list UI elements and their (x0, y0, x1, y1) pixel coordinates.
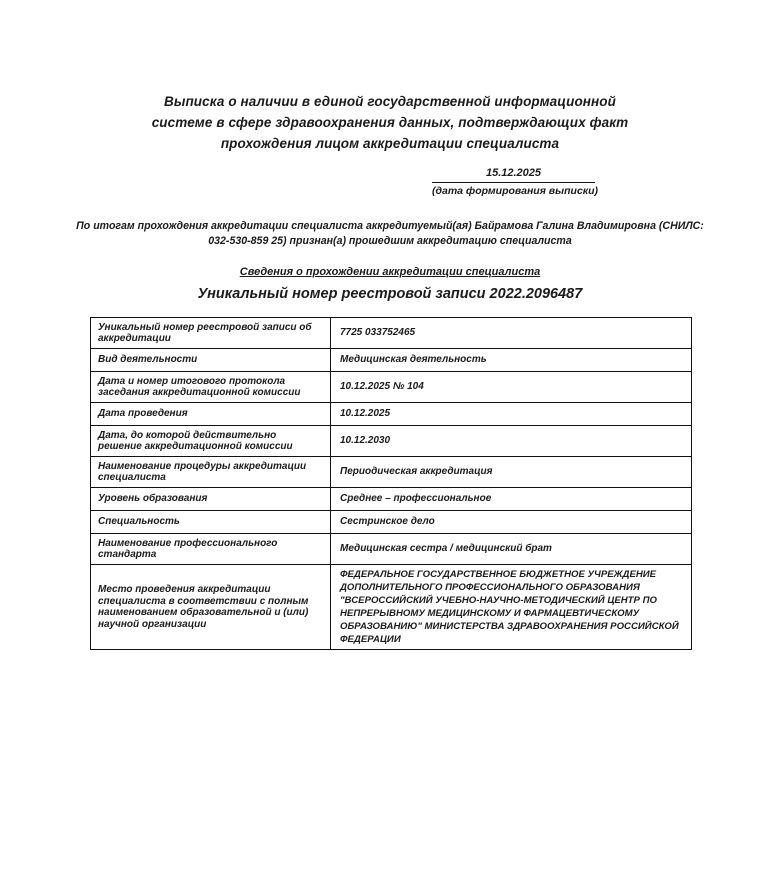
row-label: Дата и номер итогового протокола заседания аккредитационной комиссии (91, 372, 331, 403)
extract-date-block (432, 167, 599, 197)
row-label: Наименование профессионального стандарта (91, 534, 331, 565)
intro-paragraph-line-2: 032-530-859 25) признан(а) прошедшим аккредитацию специалиста (208, 234, 572, 247)
intro-paragraph-line-1: По итогам прохождения аккредитации специалиста аккредитуемый(ая) Байрамова Галина Владимировна (СНИЛС: (76, 220, 704, 232)
table-row (91, 488, 692, 511)
row-label: Вид деятельности (91, 349, 331, 372)
row-value: 7725 033752465 (331, 318, 692, 349)
row-value: Медицинская сестра / медицинский брат (331, 534, 692, 565)
section-heading: Сведения о прохождении аккредитации специалиста (239, 266, 541, 278)
row-value: Среднее – профессиональное (331, 488, 692, 511)
registry-number-heading: Уникальный номер реестровой записи 2022.2096487 (197, 286, 583, 302)
row-label: Дата, до которой действительно решение аккредитационной комиссии (91, 426, 331, 457)
table-row (91, 511, 692, 534)
extract-date: 15.12.2025 (432, 167, 595, 183)
row-value: 10.12.2025 (331, 403, 692, 426)
table-row (91, 403, 692, 426)
document-title-line-2: системе в сфере здравоохранения данных, подтверждающих факт (151, 115, 629, 130)
row-value: 10.12.2025 № 104 (331, 372, 692, 403)
intro-paragraph (35, 219, 745, 248)
table-row (91, 426, 692, 457)
document-title (0, 91, 780, 154)
accreditation-table (90, 317, 692, 650)
table-row (91, 349, 692, 372)
extract-date-caption: (дата формирования выписки) (432, 185, 599, 197)
table-row (91, 534, 692, 565)
row-label: Уникальный номер реестровой записи об аккредитации (91, 318, 331, 349)
row-value: Сестринское дело (331, 511, 692, 534)
row-label: Дата проведения (91, 403, 331, 426)
table-row (91, 457, 692, 488)
row-value: Медицинская деятельность (331, 349, 692, 372)
row-value: ФЕДЕРАЛЬНОЕ ГОСУДАРСТВЕННОЕ БЮДЖЕТНОЕ УЧРЕЖДЕНИЕ ДОПОЛНИТЕЛЬНОГО ПРОФЕССИОНАЛЬНОГО ОБРАЗОВАНИЯ "ВСЕРОССИЙСКИЙ УЧЕБНО-НАУЧНО-МЕТОДИЧЕСКИЙ ЦЕНТР ПО НЕПРЕРЫВНОМУ МЕДИЦИНСКОМУ И ФАРМАЦЕВТИЧЕСКОМУ ОБРАЗОВАНИЮ" МИНИСТЕРСТВА ЗДРАВООХРАНЕНИЯ РОССИЙСКОЙ ФЕДЕРАЦИИ (331, 565, 692, 650)
row-label: Специальность (91, 511, 331, 534)
document-title-line-1: Выписка о наличии в единой государственной информационной (163, 94, 616, 109)
table-row (91, 565, 692, 650)
table-row (91, 318, 692, 349)
row-label: Уровень образования (91, 488, 331, 511)
row-value: 10.12.2030 (331, 426, 692, 457)
row-label: Место проведения аккредитации специалиста в соответствии с полным наименованием образовательной и (или) научной организации (91, 565, 331, 650)
row-value: Периодическая аккредитация (331, 457, 692, 488)
row-label: Наименование процедуры аккредитации специалиста (91, 457, 331, 488)
document-title-line-3: прохождения лицом аккредитации специалиста (220, 136, 560, 151)
table-row (91, 372, 692, 403)
